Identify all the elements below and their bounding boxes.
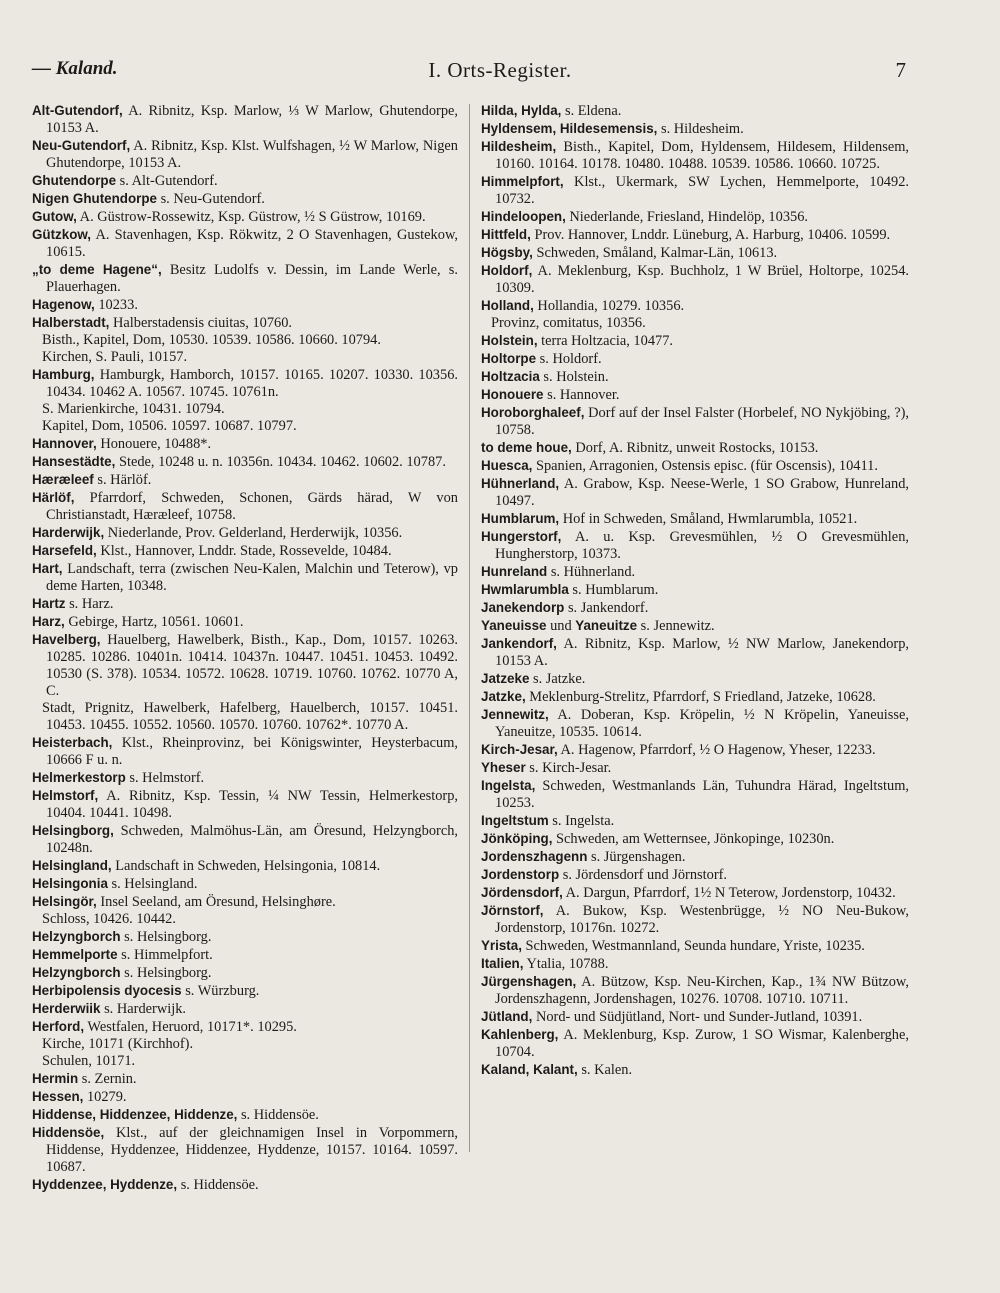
entry-headword: Hemmelporte xyxy=(32,947,118,962)
entry-text: s. Jennewitz. xyxy=(637,618,715,634)
entry-text: und xyxy=(546,618,576,634)
entry-headword: Jennewitz, xyxy=(481,707,549,722)
entry-headword: Högsby, xyxy=(481,245,533,260)
entry-headword: Halberstadt, xyxy=(32,315,110,330)
entry-text: A. Bützow, Ksp. Neu-Kirchen, Kap., 1¾ NW Bützow, Jordenszhagenn, Jordenshagen, 10276. 10708. 10710. 10711. xyxy=(495,974,909,1007)
entry-text: Dorf, A. Ribnitz, unweit Rostocks, 10153. xyxy=(571,440,819,456)
entry-text: s. Humblarum. xyxy=(568,582,659,598)
register-entry xyxy=(32,418,458,435)
entry-text: s. Helsingland. xyxy=(107,876,198,892)
entry-headword: Hansestädte, xyxy=(32,454,116,469)
entry-text: s. Helmstorf. xyxy=(125,770,205,786)
register-entry xyxy=(481,173,909,208)
register-entry xyxy=(32,1070,458,1088)
entry-text: A. Stavenhagen, Ksp. Rökwitz, 2 O Stavenhagen, Gustekow, 10615. xyxy=(46,227,458,260)
entry-text: s. Helsingborg. xyxy=(120,965,212,981)
entry-text: A. Ribnitz, Ksp. Marlow, ⅓ W Marlow, Ghutendorpe, 10153 A. xyxy=(46,103,458,136)
entry-headword: Helzyngborch xyxy=(32,965,121,980)
entry-headword: Jankendorf, xyxy=(481,636,557,651)
register-entry xyxy=(481,777,909,812)
entry-headword: Kahlenberg, xyxy=(481,1027,559,1042)
entry-text: s. Hiddensöe. xyxy=(237,1107,319,1123)
entry-text: Schweden, Westmannland, Seunda hundare, Yriste, 10235. xyxy=(521,938,865,954)
entry-text: A. Ribnitz, Ksp. Marlow, ½ NW Marlow, Janekendorp, 10153 A. xyxy=(495,636,909,669)
entry-headword: Hessen, xyxy=(32,1089,84,1104)
entry-headword: Jatzeke xyxy=(481,671,530,686)
entry-headword: Hunreland xyxy=(481,564,548,579)
entry-headword: Jönköping, xyxy=(481,831,553,846)
entry-text: Landschaft in Schweden, Helsingonia, 10814. xyxy=(111,858,381,874)
running-head: — Kaland. xyxy=(32,58,118,79)
register-entry xyxy=(481,937,909,955)
register-entry xyxy=(481,332,909,350)
entry-text: Niederlande, Prov. Gelderland, Herderwijk, 10356. xyxy=(104,525,403,541)
entry-text: Dorf auf der Insel Falster (Horbelef, NO Nykjöbing, ?), 10758. xyxy=(495,405,909,438)
entry-text: 10233. xyxy=(94,297,138,313)
register-entry xyxy=(32,946,458,964)
entry-headword: Horoborghaleef, xyxy=(481,405,585,420)
entry-text: Niederlande, Friesland, Hindelöp, 10356. xyxy=(565,209,809,225)
entry-headword: Hwmlarumbla xyxy=(481,582,569,597)
register-entry xyxy=(481,688,909,706)
entry-headword: Helzyngborch xyxy=(32,929,121,944)
entry-text: Stadt, Prignitz, Hawelberk, Hafelberg, Hauelberch, 10157. 10451. 10453. 10455. 10552. 10560. 10570. 10760. 10762*. 10770 A. xyxy=(42,700,458,733)
entry-text: Halberstadensis ciuitas, 10760. xyxy=(109,315,293,331)
entry-headword: Hæræleef xyxy=(32,472,94,487)
entry-text: A. Grabow, Ksp. Neese-Werle, 1 SO Grabow, Hunreland, 10497. xyxy=(495,476,909,509)
entry-text: Besitz Ludolfs v. Dessin, im Lande Werle, s. Plauerhagen. xyxy=(46,262,458,295)
register-entry xyxy=(481,404,909,439)
entry-text: Stede, 10248 u. n. 10356n. 10434. 10462. 10602. 10787. xyxy=(115,454,446,470)
entry-headword: Holtorpe xyxy=(481,351,537,366)
page-number: 7 xyxy=(895,58,906,82)
entry-text: A. Meklenburg, Ksp. Zurow, 1 SO Wismar, Kalenberghe, 10704. xyxy=(495,1027,909,1060)
entry-headword: Härlöf, xyxy=(32,490,75,505)
entry-headword: Hungerstorf, xyxy=(481,529,562,544)
register-entry xyxy=(32,595,458,613)
entry-headword: Hilda, Hylda, xyxy=(481,103,562,118)
register-entry xyxy=(481,244,909,262)
register-entry xyxy=(32,1088,458,1106)
entry-headword: Jürgenshagen, xyxy=(481,974,577,989)
entry-headword: „to deme Hagene“, xyxy=(32,262,162,277)
register-entry xyxy=(32,190,458,208)
register-entry xyxy=(32,631,458,700)
register-entry xyxy=(32,787,458,822)
entry-headword: Holdorf, xyxy=(481,263,533,278)
register-entry xyxy=(481,955,909,973)
entry-text: Landschaft, terra (zwischen Neu-Kalen, Malchin und Teterow), vp deme Harten, 10348. xyxy=(46,561,458,594)
register-entry xyxy=(32,137,458,172)
register-entry xyxy=(32,401,458,418)
entry-text: s. Kirch-Jesar. xyxy=(525,760,612,776)
register-entry xyxy=(481,226,909,244)
register-entry xyxy=(32,453,458,471)
entry-text: Klst., Rheinprovinz, bei Königswinter, Heysterbacum, 10666 F u. n. xyxy=(46,735,458,768)
entry-headword: Hildesheim, xyxy=(481,139,557,154)
entry-headword: Hermin xyxy=(32,1071,79,1086)
register-entry xyxy=(32,226,458,261)
entry-headword: Yaneuisse xyxy=(481,618,547,633)
entry-headword: Nigen Ghutendorpe xyxy=(32,191,157,206)
entry-headword: Jordenstorp xyxy=(481,867,560,882)
entry-text: s. Alt-Gutendorf. xyxy=(116,173,218,189)
entry-headword: Hittfeld, xyxy=(481,227,531,242)
register-entry xyxy=(32,1176,458,1194)
entry-headword: Jatzke, xyxy=(481,689,526,704)
entry-text: A. Bukow, Ksp. Westenbrügge, ½ NO Neu-Bukow, Jordenstorp, 10176n. 10272. xyxy=(495,903,909,936)
entry-text: Hamburgk, Hamborch, 10157. 10165. 10207. 10330. 10356. 10434. 10462 A. 10567. 10745. 10761n. xyxy=(46,367,458,400)
right-column xyxy=(481,102,909,1079)
entry-text: s. Zernin. xyxy=(78,1071,137,1087)
entry-headword: Ingelsta, xyxy=(481,778,536,793)
entry-text: s. Jördensdorf und Jörnstorf. xyxy=(559,867,727,883)
register-entry xyxy=(32,1018,458,1036)
register-entry xyxy=(481,457,909,475)
register-entry xyxy=(481,386,909,404)
entry-headword: Herderwiik xyxy=(32,1001,101,1016)
entry-text: s. Hannover. xyxy=(543,387,620,403)
register-entry xyxy=(481,368,909,386)
entry-text: Schweden, Malmöhus-Län, am Öresund, Helzyngborch, 10248n. xyxy=(46,823,458,856)
entry-text: A. Dargun, Pfarrdorf, 1½ N Teterow, Jordenstorp, 10432. xyxy=(562,885,896,901)
register-entry xyxy=(32,822,458,857)
entry-text: Kirche, 10171 (Kirchhof). xyxy=(42,1036,194,1052)
entry-text: s. Hildesheim. xyxy=(657,121,744,137)
register-entry xyxy=(32,928,458,946)
register-entry xyxy=(481,759,909,777)
register-entry xyxy=(32,172,458,190)
entry-text: Hollandia, 10279. 10356. xyxy=(533,298,685,314)
entry-text: Meklenburg-Strelitz, Pfarrdorf, S Friedland, Jatzeke, 10628. xyxy=(525,689,876,705)
entry-text: A. u. Ksp. Grevesmühlen, ½ O Grevesmühlen, Hungherstorp, 10373. xyxy=(495,529,909,562)
register-entry xyxy=(32,1036,458,1053)
entry-text: Klst., Ukermark, SW Lychen, Hemmelporte, 10492. 10732. xyxy=(495,174,909,207)
entry-text: Pfarrdorf, Schweden, Schonen, Gärds härad, W von Christianstadt, Hæræleef, 10758. xyxy=(46,490,458,523)
entry-headword: Hiddense, Hiddenzee, Hiddenze, xyxy=(32,1107,238,1122)
register-entry xyxy=(32,1053,458,1070)
entry-text: 10279. xyxy=(83,1089,127,1105)
entry-headword: Hühnerland, xyxy=(481,476,560,491)
entry-text: Hauelberg, Hawelberk, Bisth., Kap., Dom, 10157. 10263. 10285. 10286. 10401n. 10414. 10437n. 10447. 10451. 10453. 10492. 10530 (S. 378). 10534. 10572. 10628. 10719. 10760. 10762. 10770 A, C. xyxy=(46,632,458,699)
entry-text: s. Kalen. xyxy=(577,1062,633,1078)
entry-text: s. Hiddensöe. xyxy=(177,1177,259,1193)
entry-headword: Helmerkestorp xyxy=(32,770,126,785)
entry-headword: Helsingör, xyxy=(32,894,97,909)
register-entry xyxy=(481,102,909,120)
entry-headword: Holland, xyxy=(481,298,534,313)
register-entry xyxy=(481,510,909,528)
entry-text: Kapitel, Dom, 10506. 10597. 10687. 10797. xyxy=(42,418,297,434)
entry-headword: Honouere xyxy=(481,387,544,402)
entry-headword: Kaland, Kalant, xyxy=(481,1062,578,1077)
entry-headword: Havelberg, xyxy=(32,632,101,647)
entry-headword: Helsingland, xyxy=(32,858,112,873)
register-entry xyxy=(481,1061,909,1079)
entry-headword: Harz, xyxy=(32,614,65,629)
register-entry xyxy=(481,599,909,617)
entry-text: s. Himmelpfort. xyxy=(117,947,213,963)
register-entry xyxy=(481,475,909,510)
entry-text: s. Würzburg. xyxy=(181,983,260,999)
register-entry xyxy=(32,102,458,137)
register-entry xyxy=(481,902,909,937)
register-entry xyxy=(481,315,909,332)
register-entry xyxy=(32,489,458,524)
register-entry xyxy=(481,812,909,830)
register-entry xyxy=(481,350,909,368)
entry-text: Bisth., Kapitel, Dom, Hyldensem, Hildesem, Hildensem, 10160. 10164. 10178. 10480. 10488. 10539. 10586. 10660. 10725. xyxy=(495,139,909,172)
entry-text: Insel Seeland, am Öresund, Helsinghøre. xyxy=(96,894,336,910)
entry-text: terra Holtzacia, 10477. xyxy=(537,333,674,349)
entry-text: s. Jatzke. xyxy=(529,671,586,687)
register-entry xyxy=(481,866,909,884)
entry-headword: Humblarum, xyxy=(481,511,560,526)
entry-headword: Yheser xyxy=(481,760,526,775)
register-entry xyxy=(32,964,458,982)
entry-text: Schulen, 10171. xyxy=(42,1053,136,1069)
entry-headword: Italien, xyxy=(481,956,524,971)
entry-text: s. Harz. xyxy=(65,596,114,612)
register-entry xyxy=(32,613,458,631)
register-entry xyxy=(32,893,458,911)
entry-text: Hof in Schweden, Småland, Hwmlarumbla, 10521. xyxy=(559,511,858,527)
register-entry xyxy=(481,297,909,315)
entry-text: A. Hagenow, Pfarrdorf, ½ O Hagenow, Yheser, 12233. xyxy=(557,742,876,758)
left-column xyxy=(32,102,458,1194)
register-entry xyxy=(32,857,458,875)
entry-text: Ytalia, 10788. xyxy=(523,956,609,972)
entry-text: Westfalen, Heruord, 10171*. 10295. xyxy=(84,1019,297,1035)
register-entry xyxy=(32,542,458,560)
register-entry xyxy=(481,848,909,866)
entry-headword: Janekendorp xyxy=(481,600,565,615)
entry-headword: Herbipolensis dyocesis xyxy=(32,983,182,998)
column-divider xyxy=(469,104,470,1152)
register-entry xyxy=(32,471,458,489)
entry-headword: Alt-Gutendorf, xyxy=(32,103,123,118)
entry-headword: Jütland, xyxy=(481,1009,533,1024)
entry-headword: Heisterbach, xyxy=(32,735,113,750)
entry-text: Bisth., Kapitel, Dom, 10530. 10539. 10586. 10660. 10794. xyxy=(42,332,381,348)
register-entry xyxy=(32,314,458,332)
entry-text: S. Marienkirche, 10431. 10794. xyxy=(42,401,225,417)
entry-text: Provinz, comitatus, 10356. xyxy=(491,315,646,331)
entry-text: Schweden, Westmanlands Län, Tuhundra Härad, Ingeltstum, 10253. xyxy=(495,778,909,811)
register-entry xyxy=(32,875,458,893)
entry-headword: Herford, xyxy=(32,1019,85,1034)
entry-headword: Hiddensöe, xyxy=(32,1125,105,1140)
entry-text: s. Jankendorf. xyxy=(564,600,649,616)
entry-text: A. Doberan, Ksp. Kröpelin, ½ N Kröpelin, Yaneuisse, Yaneuitze, 10535. 10614. xyxy=(495,707,909,740)
entry-headword: Ingeltstum xyxy=(481,813,549,828)
register-entry xyxy=(32,208,458,226)
entry-text: Nord- und Südjütland, Nort- und Sunder-Jutland, 10391. xyxy=(532,1009,863,1025)
entry-text: s. Neu-Gutendorf. xyxy=(156,191,265,207)
entry-text: s. Hühnerland. xyxy=(547,564,636,580)
entry-text: Klst., Hannover, Lnddr. Stade, Rossevelde, 10484. xyxy=(96,543,392,559)
register-entry xyxy=(32,911,458,928)
entry-headword: Harsefeld, xyxy=(32,543,97,558)
entry-text: s. Eldena. xyxy=(561,103,622,119)
register-entry xyxy=(481,528,909,563)
entry-headword: Gützkow, xyxy=(32,227,92,242)
register-entry xyxy=(32,435,458,453)
register-entry xyxy=(32,1106,458,1124)
register-entry xyxy=(32,261,458,296)
entry-text: Klst., auf der gleichnamigen Insel in Vorpommern, Hiddense, Hyddenzee, Hiddenzee, Hyddenze, 10157. 10164. 10597. 10687. xyxy=(46,1125,458,1175)
entry-headword: Holstein, xyxy=(481,333,538,348)
register-entry xyxy=(32,734,458,769)
page-title: I. Orts-Register. xyxy=(428,58,572,82)
entry-text: Schweden, am Wetternsee, Jönkopinge, 10230n. xyxy=(552,831,835,847)
entry-headword: Kirch-Jesar, xyxy=(481,742,558,757)
register-entry xyxy=(32,1000,458,1018)
entry-headword: Hyddenzee, Hyddenze, xyxy=(32,1177,178,1192)
entry-text: Kirchen, S. Pauli, 10157. xyxy=(42,349,188,365)
entry-text: s. Helsingborg. xyxy=(120,929,212,945)
entry-headword: Huesca, xyxy=(481,458,533,473)
register-entry xyxy=(481,120,909,138)
entry-headword: Hart, xyxy=(32,561,63,576)
entry-text: A. Ribnitz, Ksp. Tessin, ¼ NW Tessin, Helmerkestorp, 10404. 10441. 10498. xyxy=(46,788,458,821)
entry-text: Honouere, 10488*. xyxy=(96,436,212,452)
entry-text: Spanien, Arragonien, Ostensis episc. (für Oscensis), 10411. xyxy=(532,458,878,474)
register-entry xyxy=(481,138,909,173)
register-entry xyxy=(32,296,458,314)
register-entry xyxy=(481,741,909,759)
entry-text: s. Jürgenshagen. xyxy=(587,849,686,865)
register-entry xyxy=(481,439,909,457)
entry-text: Prov. Hannover, Lnddr. Lüneburg, A. Harburg, 10406. 10599. xyxy=(530,227,891,243)
entry-headword: Hartz xyxy=(32,596,66,611)
entry-headword: Helsingonia xyxy=(32,876,108,891)
entry-headword: Neu-Gutendorf, xyxy=(32,138,131,153)
register-entry xyxy=(481,1008,909,1026)
register-entry xyxy=(32,332,458,349)
entry-headword: Helmstorf, xyxy=(32,788,99,803)
entry-text: Schweden, Småland, Kalmar-Län, 10613. xyxy=(532,245,778,261)
entry-headword: Hannover, xyxy=(32,436,97,451)
register-entry xyxy=(32,769,458,787)
entry-headword: Hindeloopen, xyxy=(481,209,566,224)
entry-headword: Hamburg, xyxy=(32,367,95,382)
register-entry xyxy=(481,617,909,635)
register-entry xyxy=(32,524,458,542)
page-header xyxy=(0,58,1000,88)
register-entry xyxy=(481,635,909,670)
register-entry xyxy=(481,563,909,581)
register-entry xyxy=(481,884,909,902)
register-entry xyxy=(32,560,458,595)
entry-text: s. Ingelsta. xyxy=(548,813,615,829)
register-entry xyxy=(481,670,909,688)
register-entry xyxy=(32,366,458,401)
entry-headword: Jörnstorf, xyxy=(481,903,544,918)
register-entry xyxy=(481,208,909,226)
entry-headword: Jördensdorf, xyxy=(481,885,563,900)
entry-headword: Holtzacia xyxy=(481,369,540,384)
register-entry xyxy=(481,973,909,1008)
entry-headword: to deme houe, xyxy=(481,440,572,455)
entry-headword: Ghutendorpe xyxy=(32,173,117,188)
register-entry xyxy=(481,262,909,297)
entry-text: s. Härlöf. xyxy=(93,472,152,488)
register-entry xyxy=(481,1026,909,1061)
entry-headword: Yaneuitze xyxy=(575,618,638,633)
entry-text: Gebirge, Hartz, 10561. 10601. xyxy=(64,614,244,630)
entry-text: s. Harderwijk. xyxy=(100,1001,187,1017)
entry-text: s. Holdorf. xyxy=(536,351,602,367)
register-entry xyxy=(32,1124,458,1176)
register-entry xyxy=(481,830,909,848)
entry-text: A. Ribnitz, Ksp. Klst. Wulfshagen, ½ W Marlow, Nigen Ghutendorpe, 10153 A. xyxy=(46,138,458,171)
register-entry xyxy=(32,700,458,734)
entry-headword: Helsingborg, xyxy=(32,823,114,838)
entry-headword: Yrista, xyxy=(481,938,522,953)
entry-headword: Hyldensem, Hildesemensis, xyxy=(481,121,658,136)
entry-headword: Gutow, xyxy=(32,209,77,224)
entry-text: s. Holstein. xyxy=(539,369,609,385)
register-entry xyxy=(32,982,458,1000)
entry-headword: Himmelpfort, xyxy=(481,174,564,189)
entry-text: Schloss, 10426. 10442. xyxy=(42,911,176,927)
entry-headword: Hagenow, xyxy=(32,297,95,312)
entry-headword: Harderwijk, xyxy=(32,525,105,540)
register-entry xyxy=(481,581,909,599)
entry-headword: Jordenszhagenn xyxy=(481,849,588,864)
entry-text: A. Güstrow-Rossewitz, Ksp. Güstrow, ½ S Güstrow, 10169. xyxy=(76,209,426,225)
entry-text: A. Meklenburg, Ksp. Buchholz, 1 W Brüel, Holtorpe, 10254. 10309. xyxy=(495,263,909,296)
register-entry xyxy=(481,706,909,741)
register-entry xyxy=(32,349,458,366)
